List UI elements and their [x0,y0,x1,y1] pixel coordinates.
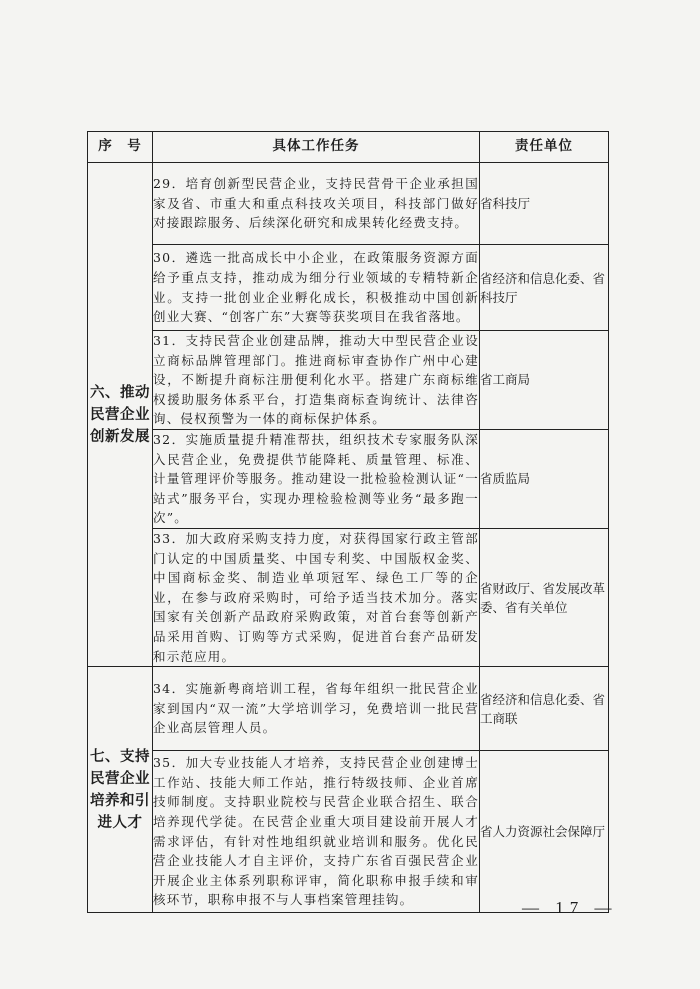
task-text: 34．实施新粤商培训工程，省每年组织一批民营企业家到国内“双一流”大学培训学习，免费培训一批民营企业高层管理人员。 [153,667,480,751]
table-header-row [88,132,609,163]
table-row [88,528,609,666]
task-text: 30．遴选一批高成长中小企业，在政策服务资源方面给予重点支持，推动成为细分行业领域的专精特新企业。支持一批创业企业孵化成长，积极推动中国创新创业大赛、“创客广东”大赛等获奖项目在我省落地。 [153,245,480,331]
responsible-unit: 省经济和信息化委、省工商联 [480,667,609,751]
header-serial: 序 号 [88,132,153,163]
task-text: 35．加大专业技能人才培养，支持民营企业创建博士工作站、技能大师工作站，推行特级技师、企业首席技师制度。支持职业院校与民营企业联合招生、联合培养现代学徒。在民营企业重大项目建设前开展人才需求评估，有针对性地组织就业培训和服务。优化民营企业技能人才自主评价，支持广东省百强民营企业开展企业主体系列职称评审，简化职称申报手续和审核环节，职称申报不与人事档案管理挂钩。 [153,751,480,913]
table-row [88,667,609,751]
responsible-unit: 省人力资源社会保障厅 [480,751,609,913]
table-row [88,245,609,331]
section-title: 六、推动民营企业创新发展 [88,163,153,667]
task-text: 31．支持民营企业创建品牌，推动大中型民营企业设立商标品牌管理部门。推进商标审查协作广州中心建设，不断提升商标注册便利化水平。搭建广东商标维权援助服务体系平台，打造集商标查询统计、法律咨询、侵权预警为一体的商标保护体系。 [153,331,480,430]
table-row [88,163,609,245]
section-title: 七、支持民营企业培养和引进人才 [88,667,153,913]
responsible-unit: 省科技厅 [480,163,609,245]
responsible-unit: 省财政厅、省发展改革委、省有关单位 [480,528,609,666]
header-task: 具体工作任务 [153,132,480,163]
table-row [88,429,609,528]
task-text: 32．实施质量提升精准帮扶，组织技术专家服务队深入民营企业，免费提供节能降耗、质量管理、标准、计量管理评价等服务。推动建设一批检验检测认证“一站式”服务平台，实现办理检验检测等业务“最多跑一次”。 [153,429,480,528]
task-text: 29．培育创新型民营企业，支持民营骨干企业承担国家及省、市重大和重点科技攻关项目，科技部门做好对接跟踪服务、后续深化研究和成果转化经费支持。 [153,163,480,245]
responsible-unit: 省工商局 [480,331,609,430]
responsible-unit: 省质监局 [480,429,609,528]
task-text: 33．加大政府采购支持力度，对获得国家行政主管部门认定的中国质量奖、中国专利奖、中国版权金奖、中国商标金奖、制造业单项冠军、绿色工厂等的企业，在参与政府采购时，可给予适当技术加分。落实国家有关创新产品政府采购政策，对首台套等创新产品采用首购、订购等方式采购，促进首台套产品研发和示范应用。 [153,528,480,666]
header-unit: 责任单位 [480,132,609,163]
table-row [88,751,609,913]
task-table [87,131,609,913]
responsible-unit: 省经济和信息化委、省科技厅 [480,245,609,331]
table-row [88,331,609,430]
page-number: — 17 — [522,898,618,917]
